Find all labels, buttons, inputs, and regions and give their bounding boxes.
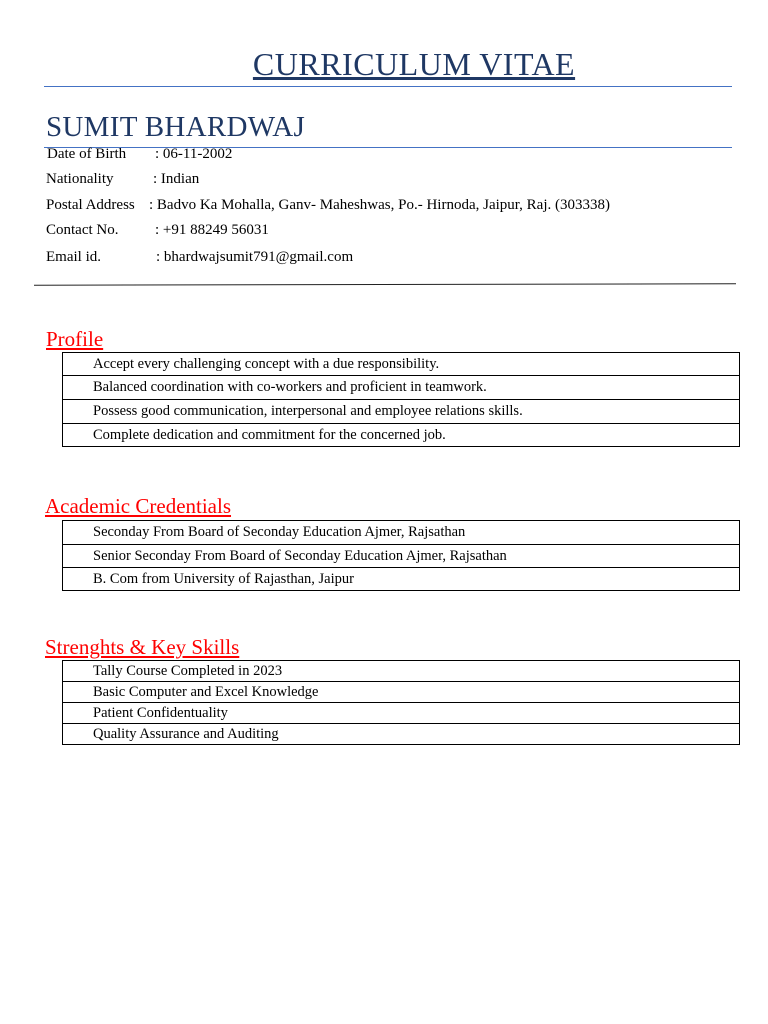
skills-item: Patient Confidentuality (63, 703, 740, 724)
academics-table (62, 520, 740, 591)
dob-value: : 06-11-2002 (155, 146, 233, 162)
name-rule (44, 147, 732, 148)
table-row (63, 568, 740, 591)
academics-item: Seconday From Board of Seconday Education Ajmer, Rajsathan (63, 521, 740, 545)
email-label: Email id. (46, 249, 101, 265)
academics-item: B. Com from University of Rajasthan, Jaipur (63, 568, 740, 591)
nationality-value: : Indian (153, 171, 200, 187)
nationality-label: Nationality (46, 171, 114, 187)
skills-heading: Strenghts & Key Skills (45, 635, 240, 659)
table-row (63, 661, 740, 682)
contact-label: Contact No. (46, 222, 119, 238)
profile-table (62, 352, 740, 447)
email-value: : bhardwajsumit791@gmail.com (156, 249, 354, 265)
table-row (63, 424, 740, 447)
table-row (63, 521, 740, 545)
skills-item: Quality Assurance and Auditing (63, 724, 740, 745)
table-row (63, 724, 740, 745)
profile-item: Balanced coordination with co-workers and proficient in teamwork. (63, 376, 740, 400)
profile-item: Accept every challenging concept with a due responsibility. (63, 353, 740, 376)
address-label: Postal Address (46, 197, 135, 213)
skills-item: Tally Course Completed in 2023 (63, 661, 740, 682)
section-divider (34, 283, 736, 285)
candidate-name: SUMIT BHARDWAJ (46, 111, 306, 143)
dob-label: Date of Birth (47, 146, 127, 162)
contact-value: : +91 88249 56031 (155, 222, 269, 238)
table-row (63, 682, 740, 703)
profile-heading: Profile (46, 327, 104, 351)
address-value: : Badvo Ka Mohalla, Ganv- Maheshwas, Po.- Hirnoda, Jaipur, Raj. (303338) (149, 197, 610, 213)
table-row (63, 400, 740, 424)
academics-heading: Academic Credentials (45, 494, 232, 518)
table-row (63, 353, 740, 376)
table-row (63, 545, 740, 568)
document-title: CURRICULUM VITAE (252, 46, 576, 82)
profile-item: Complete dedication and commitment for the concerned job. (63, 424, 740, 447)
skills-item: Basic Computer and Excel Knowledge (63, 682, 740, 703)
table-row (63, 376, 740, 400)
academics-item: Senior Seconday From Board of Seconday Education Ajmer, Rajsathan (63, 545, 740, 568)
profile-item: Possess good communication, interpersonal and employee relations skills. (63, 400, 740, 424)
table-row (63, 703, 740, 724)
skills-table (62, 660, 740, 745)
title-rule (44, 86, 732, 87)
